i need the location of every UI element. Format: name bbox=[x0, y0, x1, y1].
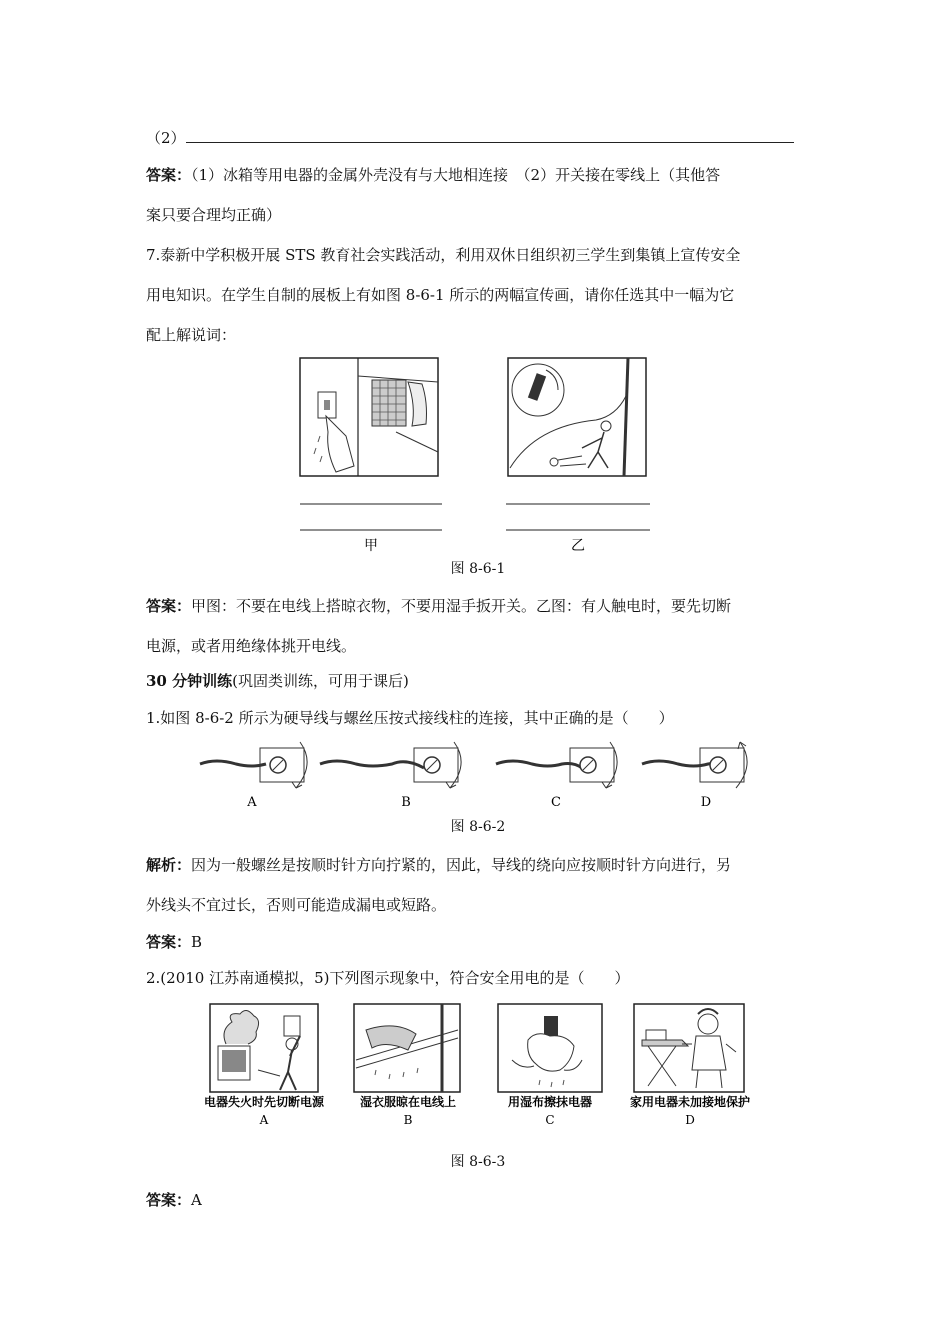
panel-b-letter: B bbox=[403, 1113, 413, 1127]
answer-label: 答案： bbox=[146, 597, 192, 615]
terminal-option-d bbox=[642, 742, 747, 788]
q6-part2-blank bbox=[186, 128, 794, 143]
q1-analysis-line1 bbox=[146, 855, 731, 875]
panel-b-caption: 湿衣服晾在电线上 bbox=[359, 1095, 457, 1109]
panel-c-illustration bbox=[498, 1004, 602, 1092]
q6-part2-label: （2） bbox=[146, 129, 186, 147]
terminal-option-c bbox=[496, 742, 617, 788]
panel-c-letter: C bbox=[545, 1113, 555, 1127]
section-title-rest: (巩固类训练，可用于课后) bbox=[232, 672, 409, 690]
q7-stem-line2: 用电知识。在学生自制的展板上有如图 8-6-1 所示的两幅宣传画，请你任选其中一幅为它 bbox=[146, 286, 735, 304]
answer-label: 答案： bbox=[146, 1191, 192, 1209]
figure-8-6-3-caption: 图 8-6-3 bbox=[450, 1154, 506, 1170]
q7-stem-line3: 配上解说词： bbox=[146, 326, 237, 344]
q6-answer-text: （1）冰箱等用电器的金属外壳没有与大地相连接 （2）开关接在零线上（其他答 bbox=[191, 166, 721, 184]
q6-answer-line1 bbox=[146, 165, 720, 185]
figure-8-6-2-drawing bbox=[196, 738, 762, 812]
option-c-label: C bbox=[551, 795, 561, 810]
figure-8-6-2-caption: 图 8-6-2 bbox=[450, 819, 506, 835]
q1-answer bbox=[146, 932, 202, 952]
q1-stem: 1.如图 8-6-2 所示为硬导线与螺丝压按式接线柱的连接，其中正确的是（ ） bbox=[146, 709, 674, 727]
panel-a-caption: 电器失火时先切断电源 bbox=[203, 1095, 325, 1109]
q2-answer bbox=[146, 1190, 202, 1210]
panel-yi-illustration bbox=[508, 358, 646, 476]
q6-part2-line bbox=[146, 128, 794, 148]
analysis-label: 解析： bbox=[146, 856, 192, 874]
option-b-label: B bbox=[401, 795, 411, 810]
figure-8-6-2 bbox=[196, 738, 762, 812]
q1-analysis-line2: 外线头不宜过长，否则可能造成漏电或短路。 bbox=[146, 896, 447, 914]
terminal-option-a bbox=[200, 742, 307, 788]
q6-answer-line2: 案只要合理均正确） bbox=[146, 206, 282, 224]
panel-c-caption: 用湿布擦抹电器 bbox=[507, 1095, 593, 1109]
figure-8-6-1-caption: 图 8-6-1 bbox=[450, 561, 506, 577]
figure-8-6-3 bbox=[196, 1000, 762, 1132]
panel-jia-illustration bbox=[300, 358, 438, 476]
q2-answer-value: A bbox=[191, 1191, 202, 1209]
q7-answer-line2: 电源，或者用绝缘体挑开电线。 bbox=[146, 637, 357, 655]
option-a-label: A bbox=[247, 795, 257, 810]
panel-d-illustration bbox=[634, 1004, 744, 1092]
panel-d-letter: D bbox=[685, 1113, 695, 1127]
panel-d-caption: 家用电器未加接地保护 bbox=[629, 1095, 751, 1109]
terminal-option-b bbox=[320, 742, 461, 788]
figure-8-6-3-drawing bbox=[196, 1000, 762, 1132]
q7-answer-line1 bbox=[146, 596, 731, 616]
panel-jia-label: 甲 bbox=[364, 538, 378, 554]
option-d-label: D bbox=[700, 795, 712, 810]
q7-stem-line1: 7.泰新中学积极开展 STS 教育社会实践活动，利用双休日组织初三学生到集镇上宣传安全 bbox=[146, 246, 741, 264]
section-title-bold: 30 分钟训练 bbox=[146, 672, 233, 690]
panel-a-illustration bbox=[210, 1004, 318, 1092]
figure-8-6-1-drawing bbox=[296, 356, 656, 556]
panel-a-letter: A bbox=[259, 1113, 269, 1127]
q7-answer-text: 甲图：不要在电线上搭晾衣物，不要用湿手扳开关。乙图：有人触电时，要先切断 bbox=[191, 597, 732, 615]
q1-analysis-text: 因为一般螺丝是按顺时针方向拧紧的，因此，导线的绕向应按顺时针方向进行，另 bbox=[191, 856, 732, 874]
panel-b-illustration bbox=[354, 1004, 460, 1092]
answer-label: 答案： bbox=[146, 933, 192, 951]
answer-label: 答案： bbox=[146, 166, 192, 184]
panel-yi-label: 乙 bbox=[571, 538, 585, 554]
q2-stem: 2.(2010 江苏南通模拟，5)下列图示现象中，符合安全用电的是（ ） bbox=[146, 969, 630, 987]
figure-8-6-1 bbox=[296, 356, 656, 556]
q1-answer-value: B bbox=[191, 933, 203, 951]
section-heading bbox=[146, 671, 409, 691]
